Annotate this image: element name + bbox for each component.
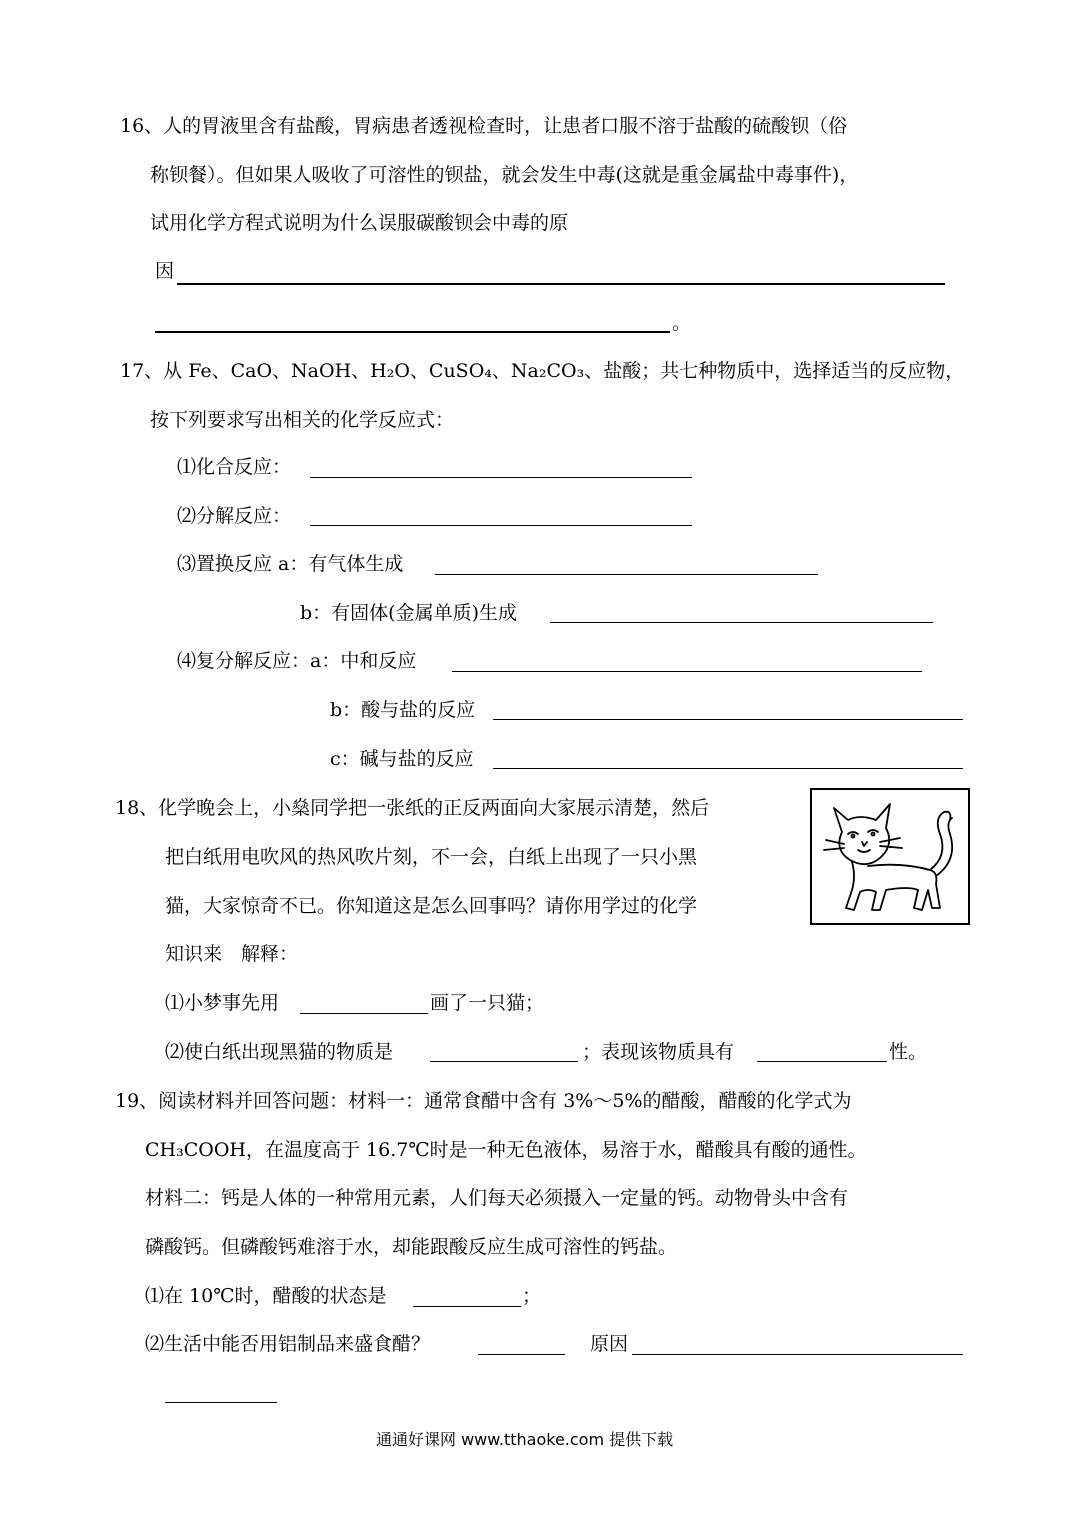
q17-item-4c-blank[interactable]: [493, 768, 963, 769]
q19-sub-2-blank-1[interactable]: [478, 1354, 565, 1355]
q18-sub-2-blank-1[interactable]: [430, 1061, 578, 1062]
q19-sub-2-b: 原因: [590, 1333, 629, 1355]
q18-line-4: 知识来 解释：: [165, 943, 299, 965]
q17-item-3b-label: b：有固体(金属单质)生成: [300, 602, 517, 624]
q17-item-1-blank[interactable]: [310, 477, 692, 478]
q18-sub-2-c: 性。: [889, 1041, 928, 1063]
q19-line-1: 19、阅读材料并回答问题：材料一：通常食醋中含有 3%～5%的醋酸，醋酸的化学式为: [115, 1090, 852, 1112]
page-footer: 通通好课网 www.tthaoke.com 提供下载: [376, 1430, 674, 1449]
q16-line-3: 试用化学方程式说明为什么误服碳酸钡会中毒的原: [150, 212, 569, 234]
q17-item-2-blank[interactable]: [310, 525, 692, 526]
q17-item-4a-blank[interactable]: [452, 671, 922, 672]
cat-picture-frame: [810, 788, 970, 925]
q19-sub-1-blank[interactable]: [413, 1306, 521, 1307]
q19-line-3: 材料二：钙是人体的一种常用元素，人们每天必须摄入一定量的钙。动物骨头中含有: [145, 1187, 849, 1209]
q17-item-4b-blank[interactable]: [493, 719, 963, 720]
cat-drawing: [812, 790, 968, 923]
q17-item-3a-label: ⑶置换反应 a：有气体生成: [177, 553, 404, 575]
q18-line-2: 把白纸用电吹风的热风吹片刻，不一会，白纸上出现了一只小黑: [165, 846, 698, 868]
q17-line-1: 17、从 Fe、CaO、NaOH、H₂O、CuSO₄、Na₂CO₃、盐酸；共七种物质中，选择适当的反应物，: [120, 360, 965, 382]
q17-item-4a-label: ⑷复分解反应：a：中和反应: [177, 650, 417, 672]
q19-sub-2-a: ⑵生活中能否用铝制品来盛食醋？: [145, 1333, 431, 1355]
q17-item-2-label: ⑵分解反应：: [177, 505, 292, 527]
q17-line-2: 按下列要求写出相关的化学反应式：: [150, 409, 455, 431]
q17-item-3a-blank[interactable]: [435, 574, 818, 575]
q19-sub-2-blank-3[interactable]: [165, 1402, 277, 1403]
q18-sub-2-blank-2[interactable]: [757, 1061, 887, 1062]
q17-item-1-label: ⑴化合反应：: [177, 456, 292, 478]
q18-sub-1-blank[interactable]: [300, 1013, 428, 1014]
q19-sub-1-a: ⑴在 10℃时，醋酸的状态是: [145, 1285, 387, 1307]
q17-item-3b-blank[interactable]: [550, 622, 933, 623]
q18-line-3: 猫，大家惊奇不已。你知道这是怎么回事吗？请你用学过的化学: [165, 895, 698, 917]
q16-answer-blank-1[interactable]: [177, 283, 945, 285]
q16-line-4-prefix: 因: [155, 260, 175, 282]
q16-line-2: 称钡餐）。但如果人吸收了可溶性的钡盐，就会发生中毒(这就是重金属盐中毒事件)，: [150, 164, 859, 186]
q19-line-4: 磷酸钙。但磷酸钙难溶于水，却能跟酸反应生成可溶性的钙盐。: [145, 1236, 678, 1258]
q18-sub-1-b: 画了一只猫；: [430, 992, 545, 1014]
q16-answer-blank-2[interactable]: [155, 331, 670, 333]
q19-sub-1-b: ；: [522, 1285, 542, 1307]
q17-item-4c-label: c：碱与盐的反应: [330, 748, 474, 770]
q18-line-1: 18、化学晚会上，小燊同学把一张纸的正反两面向大家展示清楚，然后: [115, 797, 710, 819]
q18-sub-2-a: ⑵使白纸出现黑猫的物质是: [165, 1041, 394, 1063]
q16-line-1: 16、人的胃液里含有盐酸，胃病患者透视检查时，让患者口服不溶于盐酸的硫酸钡（俗: [120, 115, 848, 137]
q18-sub-1-a: ⑴小梦事先用: [165, 992, 280, 1014]
q17-item-4b-label: b：酸与盐的反应: [330, 699, 476, 721]
q19-sub-2-blank-2[interactable]: [632, 1354, 963, 1355]
q16-line-5-suffix: 。: [672, 312, 692, 334]
q19-line-2: CH₃COOH，在温度高于 16.7℃时是一种无色液体，易溶于水，醋酸具有酸的通性。: [145, 1139, 867, 1161]
q18-sub-2-b: ；表现该物质具有: [582, 1041, 735, 1063]
